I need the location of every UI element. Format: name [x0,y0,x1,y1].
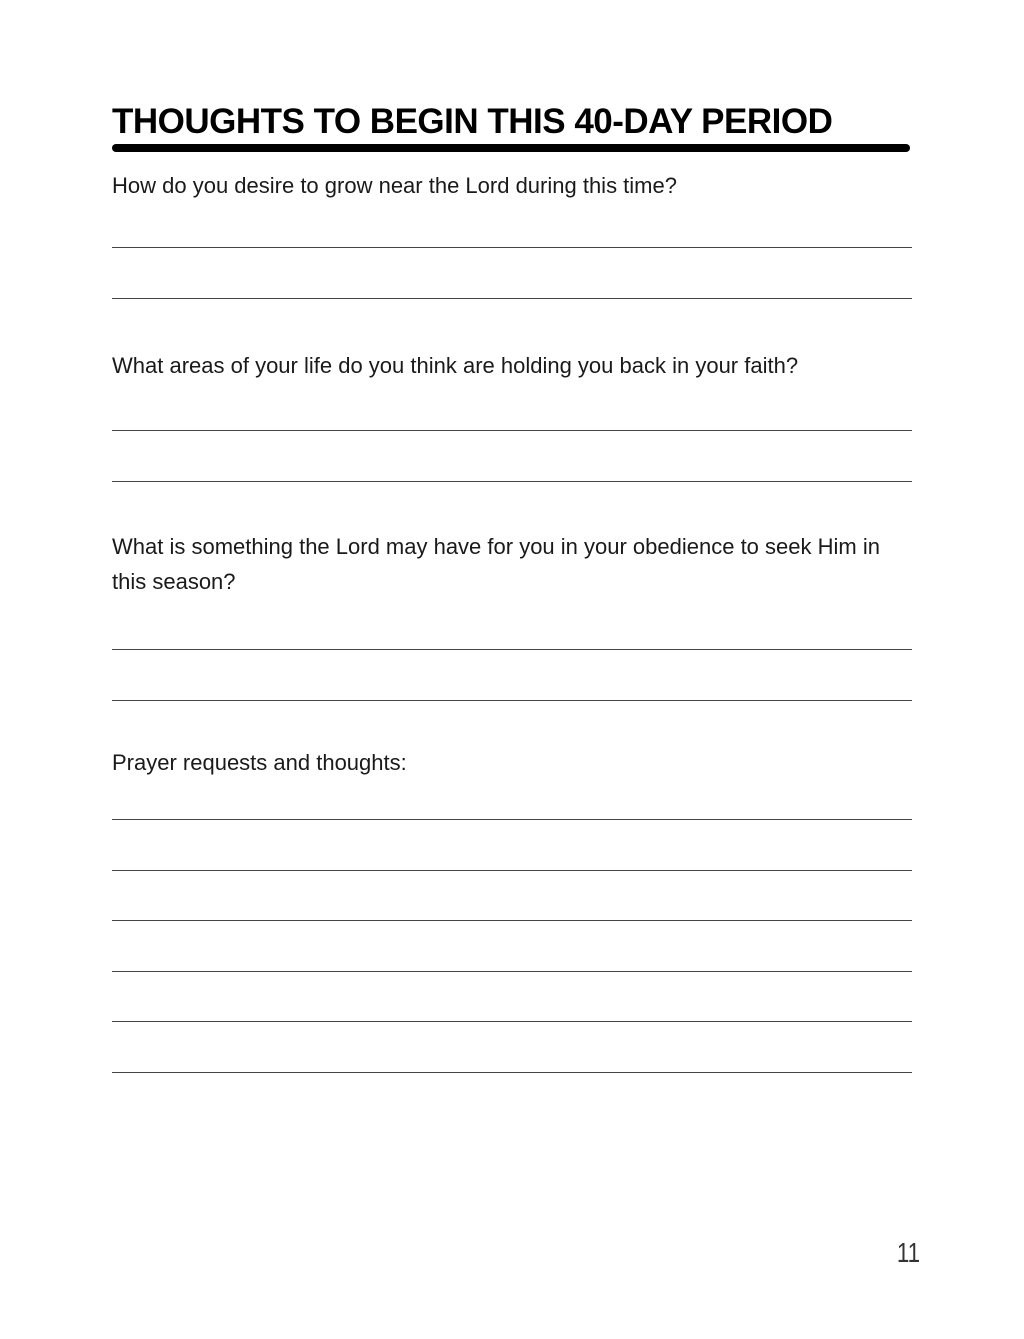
answer-line[interactable] [112,819,912,820]
question-prompt: How do you desire to grow near the Lord during this time? [112,173,677,198]
answer-line[interactable] [112,920,912,921]
question-prompt: What is something the Lord may have for you in your obedience to seek Him in this season? [112,534,880,594]
question-prompt: Prayer requests and thoughts: [112,750,407,775]
answer-line[interactable] [112,430,912,431]
answer-line[interactable] [112,649,912,650]
answer-line[interactable] [112,247,912,248]
page-title: THOUGHTS TO BEGIN THIS 40-DAY PERIOD [112,102,833,141]
answer-line[interactable] [112,1021,912,1022]
page-number: 11 [896,1237,920,1268]
answer-line[interactable] [112,1072,912,1073]
answer-line[interactable] [112,971,912,972]
answer-line[interactable] [112,700,912,701]
question-prompt: What areas of your life do you think are holding you back in your faith? [112,353,799,378]
answer-line[interactable] [112,870,912,871]
title-underline [112,144,910,152]
answer-line[interactable] [112,298,912,299]
answer-line[interactable] [112,481,912,482]
